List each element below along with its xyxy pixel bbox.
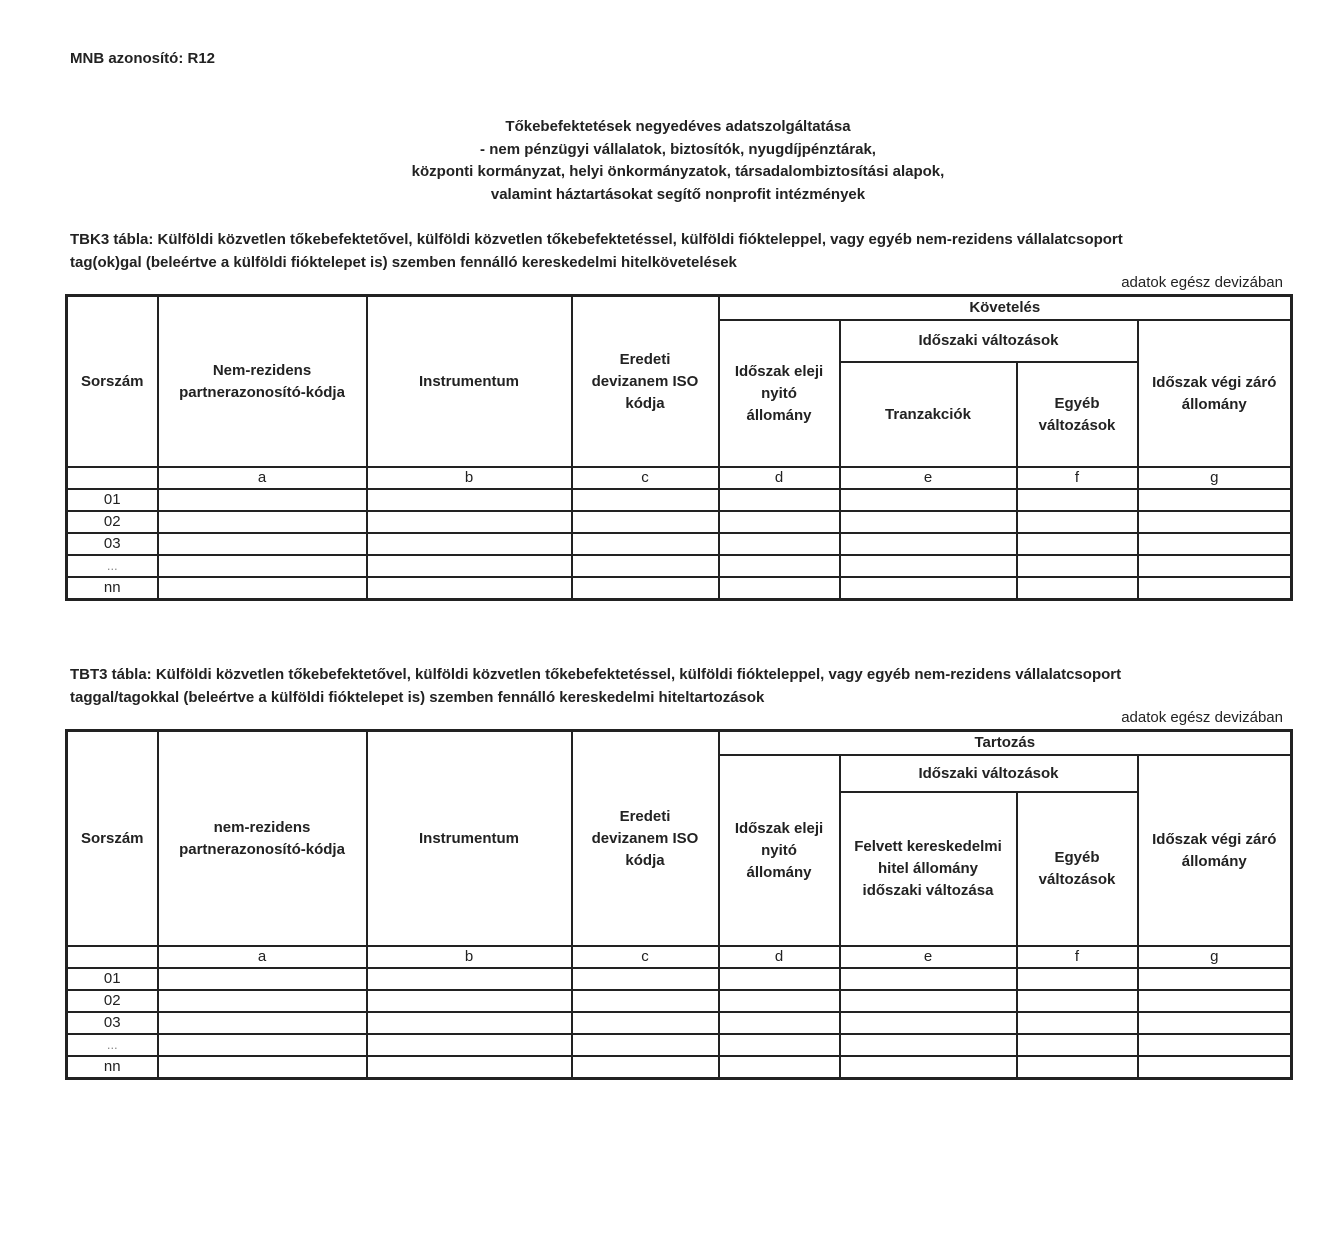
- column-letter-cell: d: [719, 467, 840, 489]
- tbt3-unit-note: adatok egész devizában: [1121, 709, 1283, 726]
- header-line: Egyéb: [1054, 849, 1100, 866]
- currency-iso-header: [572, 731, 719, 947]
- partner-code-header: [158, 731, 367, 947]
- table-cell[interactable]: [719, 1034, 840, 1056]
- table-cell[interactable]: [719, 990, 840, 1012]
- column-letter-cell: f: [1017, 946, 1138, 968]
- header-line: kódja: [625, 851, 665, 869]
- table-cell[interactable]: [1017, 533, 1138, 555]
- table-cell[interactable]: [1138, 1056, 1292, 1078]
- sorszam-header: Sorszám: [67, 731, 158, 947]
- table-cell[interactable]: [1017, 511, 1138, 533]
- header-line: devizanem ISO: [591, 372, 699, 390]
- table-cell[interactable]: [1017, 577, 1138, 599]
- column-letter-cell: [67, 467, 158, 489]
- table-cell[interactable]: [840, 489, 1017, 511]
- table-cell[interactable]: [158, 990, 367, 1012]
- opening-stock-header: [719, 755, 840, 946]
- table-cell[interactable]: [719, 555, 840, 577]
- table-cell[interactable]: [1017, 1056, 1138, 1078]
- table-cell[interactable]: [572, 968, 719, 990]
- header-line: nyitó: [761, 841, 797, 859]
- header-line: Időszak végi záró: [1152, 830, 1277, 848]
- table-cell[interactable]: [719, 968, 840, 990]
- table-cell[interactable]: [572, 533, 719, 555]
- row-number: nn: [67, 1056, 158, 1078]
- table-cell[interactable]: [367, 1012, 572, 1034]
- table-cell[interactable]: [367, 555, 572, 577]
- column-letter-cell: d: [719, 946, 840, 968]
- table-cell[interactable]: [1138, 489, 1292, 511]
- table-row: [67, 577, 1292, 599]
- table-cell[interactable]: [1017, 489, 1138, 511]
- table-cell[interactable]: [840, 990, 1017, 1012]
- table-cell[interactable]: [572, 555, 719, 577]
- document-title-line: Tőkebefektetések negyedéves adatszolgáltatása: [505, 118, 851, 135]
- table-cell[interactable]: [840, 1012, 1017, 1034]
- column-letter-cell: [67, 946, 158, 968]
- table-cell[interactable]: [840, 968, 1017, 990]
- table-cell[interactable]: [719, 1056, 840, 1078]
- header-line: állomány: [1181, 852, 1247, 870]
- other-changes-header: [1017, 792, 1138, 946]
- table-row: [67, 511, 1292, 533]
- table-cell[interactable]: [1138, 511, 1292, 533]
- tbk3-unit-note: adatok egész devizában: [1121, 274, 1283, 291]
- column-letter-cell: f: [1017, 467, 1138, 489]
- table-cell[interactable]: [367, 1056, 572, 1078]
- table-cell[interactable]: [367, 968, 572, 990]
- table-row: [67, 1034, 1292, 1056]
- column-letter-cell: e: [840, 946, 1017, 968]
- instrument-header: Instrumentum: [367, 296, 572, 468]
- table-cell[interactable]: [367, 489, 572, 511]
- column-letter-cell: b: [367, 946, 572, 968]
- header-line: Eredeti: [619, 350, 671, 368]
- column-letter-cell: c: [572, 467, 719, 489]
- opening-stock-header: [719, 320, 840, 467]
- table-row: [67, 489, 1292, 511]
- header-line: Tranzakciók: [885, 405, 971, 423]
- header-line: partnerazonosító-kódja: [179, 383, 345, 401]
- table-cell[interactable]: [367, 990, 572, 1012]
- document-title-line: központi kormányzat, helyi önkormányzatok, társadalombiztosítási alapok,: [411, 163, 945, 180]
- column-letter-cell: a: [158, 946, 367, 968]
- header-line: Felvett kereskedelmi: [854, 838, 1002, 855]
- header-line: Nem-rezidens: [212, 361, 312, 379]
- table-cell[interactable]: [840, 555, 1017, 577]
- period-changes-header: Időszaki változások: [840, 755, 1138, 792]
- row-number: 01: [67, 968, 158, 990]
- table-cell[interactable]: [572, 1056, 719, 1078]
- header-line: időszaki változása: [862, 882, 994, 899]
- column-letter-cell: c: [572, 946, 719, 968]
- document-title-line: - nem pénzügyi vállalatok, biztosítók, nyugdíjpénztárak,: [480, 140, 876, 158]
- table-cell[interactable]: [158, 968, 367, 990]
- currency-iso-header: [572, 296, 719, 468]
- row-number: nn: [67, 577, 158, 599]
- sorszam-header: Sorszám: [67, 296, 158, 468]
- header-line: partnerazonosító-kódja: [179, 840, 345, 858]
- closing-stock-header: [1138, 320, 1292, 467]
- tbk3-table-title: [70, 228, 1290, 274]
- header-line: Egyéb: [1054, 394, 1100, 412]
- other-changes-header: [1017, 362, 1138, 467]
- table-cell[interactable]: [840, 511, 1017, 533]
- partner-code-header: [158, 296, 367, 468]
- table-cell[interactable]: [158, 577, 367, 599]
- tbt3-table: [65, 729, 1293, 1080]
- table-row: [67, 533, 1292, 555]
- table-cell[interactable]: [719, 489, 840, 511]
- row-number: 02: [67, 990, 158, 1012]
- header-line: Időszak eleji: [734, 819, 824, 837]
- header-line: változások: [1038, 871, 1116, 888]
- group-header-kovetelés: Követelés: [719, 296, 1292, 321]
- table-cell[interactable]: [1138, 577, 1292, 599]
- table-row: [67, 968, 1292, 990]
- table-cell[interactable]: [1017, 1012, 1138, 1034]
- table-cell[interactable]: [572, 1012, 719, 1034]
- table-cell[interactable]: [719, 1012, 840, 1034]
- table-cell[interactable]: [158, 1012, 367, 1034]
- header-line: kódja: [625, 394, 665, 412]
- table-cell[interactable]: [367, 511, 572, 533]
- header-line: nem-rezidens: [213, 818, 311, 836]
- header-line: nyitó: [761, 384, 797, 402]
- mnb-identifier: MNB azonosító: R12: [70, 50, 216, 67]
- header-line: állomány: [746, 406, 812, 424]
- transactions-header: [840, 362, 1017, 467]
- table-cell[interactable]: [1138, 990, 1292, 1012]
- tbk3-title-line: tag(ok)gal (beleértve a külföldi fióktelepet is) szemben fennálló kereskedelmi hitelkövetelések: [70, 254, 737, 271]
- table-cell[interactable]: [1138, 968, 1292, 990]
- table-cell[interactable]: [719, 511, 840, 533]
- table-cell[interactable]: [719, 577, 840, 599]
- table-cell[interactable]: [840, 1034, 1017, 1056]
- period-changes-header: Időszaki változások: [840, 320, 1138, 362]
- table-cell[interactable]: [840, 533, 1017, 555]
- tbk3-table: [65, 294, 1293, 601]
- table-cell[interactable]: [572, 1034, 719, 1056]
- closing-stock-header: [1138, 755, 1292, 946]
- table-cell[interactable]: [572, 511, 719, 533]
- table-cell[interactable]: [1017, 968, 1138, 990]
- tbk3-title-line: TBK3 tábla: Külföldi közvetlen tőkebefektetővel, külföldi közvetlen tőkebefektetéssel, külföldi fiókteleppel, vagy egyéb nem-rezidens vállalatcsoport: [70, 231, 1123, 248]
- table-cell[interactable]: [1017, 1034, 1138, 1056]
- column-letter-cell: a: [158, 467, 367, 489]
- table-cell[interactable]: [158, 489, 367, 511]
- row-number: ...: [67, 555, 158, 577]
- header-line: Időszak végi záró: [1152, 373, 1277, 391]
- document-title-line: valamint háztartásokat segítő nonprofit intézmények: [490, 185, 866, 203]
- table-cell[interactable]: [719, 533, 840, 555]
- table-row: [67, 1056, 1292, 1078]
- table-cell[interactable]: [367, 577, 572, 599]
- table-cell[interactable]: [1138, 533, 1292, 555]
- instrument-header: Instrumentum: [367, 731, 572, 947]
- column-letter-cell: e: [840, 467, 1017, 489]
- header-line: devizanem ISO: [591, 829, 699, 847]
- column-letter-cell: g: [1138, 467, 1292, 489]
- table-cell[interactable]: [158, 1056, 367, 1078]
- table-cell[interactable]: [367, 1034, 572, 1056]
- table-cell[interactable]: [1138, 555, 1292, 577]
- document-title: [270, 116, 1086, 206]
- trade-credit-change-header: [840, 792, 1017, 946]
- table-cell[interactable]: [840, 1056, 1017, 1078]
- table-cell[interactable]: [840, 577, 1017, 599]
- table-row: [67, 555, 1292, 577]
- tbt3-title-line: taggal/tagokkal (beleértve a külföldi fióktelepet is) szemben fennálló kereskedelmi hiteltartozások: [70, 689, 765, 706]
- table-cell[interactable]: [572, 489, 719, 511]
- row-number: 03: [67, 1012, 158, 1034]
- header-line: állomány: [1181, 395, 1247, 413]
- group-header-tartozas: Tartozás: [719, 731, 1292, 756]
- table-row: [67, 1012, 1292, 1034]
- table-cell[interactable]: [572, 577, 719, 599]
- table-cell[interactable]: [158, 511, 367, 533]
- row-number: 02: [67, 511, 158, 533]
- header-line: állomány: [746, 863, 812, 881]
- row-number: 01: [67, 489, 158, 511]
- table-cell[interactable]: [158, 555, 367, 577]
- table-cell[interactable]: [158, 533, 367, 555]
- column-letter-cell: b: [367, 467, 572, 489]
- row-number: ...: [67, 1034, 158, 1056]
- tbt3-title-line: TBT3 tábla: Külföldi közvetlen tőkebefektetővel, külföldi közvetlen tőkebefektetéssel, külföldi fiókteleppel, vagy egyéb nem-rezidens vállalatcsoport: [70, 666, 1122, 683]
- column-letter-cell: g: [1138, 946, 1292, 968]
- header-line: hitel állomány: [877, 860, 979, 877]
- table-cell[interactable]: [158, 1034, 367, 1056]
- table-cell[interactable]: [572, 990, 719, 1012]
- header-line: Eredeti: [619, 807, 671, 825]
- table-cell[interactable]: [1017, 555, 1138, 577]
- table-cell[interactable]: [1138, 1012, 1292, 1034]
- tbt3-table-title: [70, 663, 1290, 709]
- table-cell[interactable]: [1138, 1034, 1292, 1056]
- table-cell[interactable]: [1017, 990, 1138, 1012]
- table-row: [67, 990, 1292, 1012]
- header-line: változások: [1038, 416, 1116, 434]
- row-number: 03: [67, 533, 158, 555]
- table-cell[interactable]: [367, 533, 572, 555]
- header-line: Időszak eleji: [734, 362, 824, 380]
